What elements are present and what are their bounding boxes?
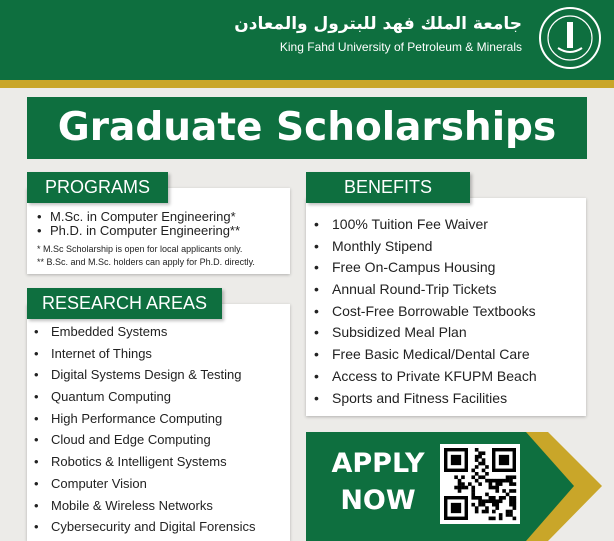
kfupm-seal-icon — [538, 6, 602, 70]
now-label: NOW — [340, 485, 416, 516]
programs-notes — [37, 243, 255, 269]
benefit-item: • Access to Private KFUPM Beach — [314, 366, 537, 388]
research-item: • Internet of Things — [32, 343, 255, 365]
benefits-list — [314, 214, 537, 409]
research-item: • Embedded Systems — [32, 321, 255, 343]
header-gold-stripe — [0, 80, 614, 88]
programs-list — [32, 210, 240, 238]
programs-label: PROGRAMS — [27, 172, 168, 203]
university-name-arabic: جامعة الملك فهد للبترول والمعادن — [234, 14, 522, 34]
benefit-item: • Cost-Free Borrowable Textbooks — [314, 301, 537, 323]
qr-code-icon[interactable] — [440, 444, 520, 524]
benefit-item: • Sports and Fitness Facilities — [314, 388, 537, 410]
benefits-label: BENEFITS — [306, 172, 470, 203]
research-item: • High Performance Computing — [32, 408, 255, 430]
programs-note: ** B.Sc. and M.Sc. holders can apply for Ph.D. directly. — [37, 257, 255, 267]
benefit-item: • 100% Tuition Fee Waiver — [314, 214, 537, 236]
research-list — [32, 321, 255, 538]
page-title: Graduate Scholarships — [57, 105, 557, 150]
research-item: • Cybersecurity and Digital Forensics — [32, 516, 255, 538]
program-item: • Ph.D. in Computer Engineering** — [32, 224, 240, 238]
research-label: RESEARCH AREAS — [27, 288, 222, 319]
benefit-item: • Monthly Stipend — [314, 236, 537, 258]
university-name-english: King Fahd University of Petroleum & Minerals — [279, 40, 522, 54]
research-item: • Computer Vision — [32, 473, 255, 495]
benefit-item: • Free On-Campus Housing — [314, 257, 537, 279]
programs-note: * M.Sc Scholarship is open for local applicants only. — [37, 244, 243, 254]
benefit-item: • Annual Round-Trip Tickets — [314, 279, 537, 301]
benefit-item: • Subsidized Meal Plan — [314, 322, 537, 344]
research-item: • Digital Systems Design & Testing — [32, 364, 255, 386]
program-item: • M.Sc. in Computer Engineering* — [32, 210, 240, 224]
apply-label: APPLY — [331, 448, 425, 479]
benefit-item: • Free Basic Medical/Dental Care — [314, 344, 537, 366]
apply-now-text[interactable] — [322, 445, 434, 519]
research-item: • Cloud and Edge Computing — [32, 429, 255, 451]
research-item: • Robotics & Intelligent Systems — [32, 451, 255, 473]
research-item: • Mobile & Wireless Networks — [32, 495, 255, 517]
research-item: • Quantum Computing — [32, 386, 255, 408]
